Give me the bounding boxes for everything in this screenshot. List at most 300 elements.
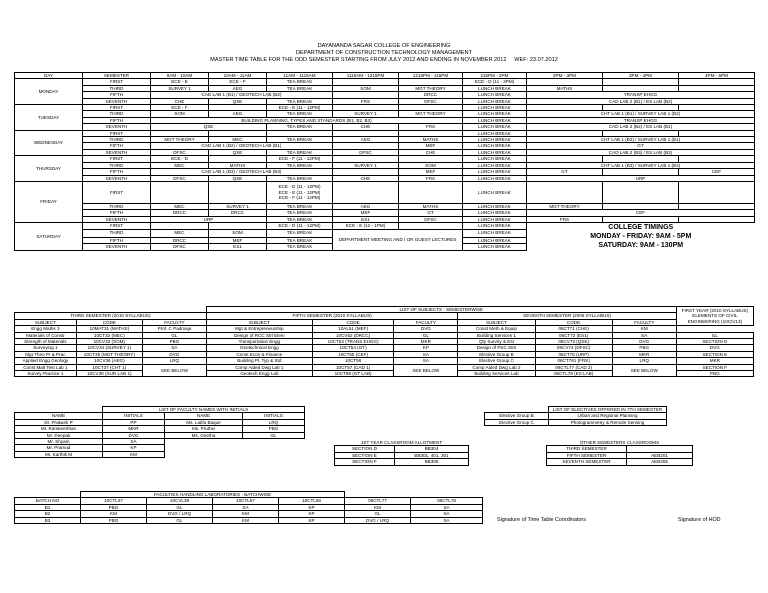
code-cell: 10CT54 (GT) bbox=[312, 345, 394, 351]
subject-cell: Qty Survey & Est bbox=[458, 339, 535, 345]
master-timetable bbox=[14, 72, 755, 251]
class-cell: MEF bbox=[209, 237, 267, 243]
code-cell: 06CT75 (URP) bbox=[535, 351, 612, 357]
group-title: THIRD SEMESTER (2010 SYLLABUS) bbox=[15, 313, 207, 319]
semester-name: THIRD SEMESTER bbox=[547, 446, 627, 452]
batch-no: B3 bbox=[15, 517, 81, 523]
col-header: 9AM - 10AM bbox=[151, 73, 209, 79]
col-header: 10CTL57 bbox=[213, 498, 279, 504]
lunch-break: LUNCH BREAK bbox=[463, 175, 527, 181]
department-name: DEPARTMENT OF CONSTRUCTION TECHNOLOGY MANAGEMENT bbox=[295, 50, 472, 56]
semester-name: FIFTH SEMESTER bbox=[547, 452, 627, 458]
class-cell: ECE - D (11 - 2PM) bbox=[463, 79, 527, 85]
class-cell: MGT THEORY bbox=[399, 111, 463, 117]
section-name: SECTION D bbox=[335, 446, 395, 452]
col-header: 4PM - 5PM bbox=[679, 73, 755, 79]
col-header: 2PM - 3PM bbox=[527, 73, 603, 79]
faculty-cell: KM bbox=[612, 326, 676, 332]
faculty-cell: PBG bbox=[612, 345, 676, 351]
code-cell: 10CT53 (TRANS EHGG) bbox=[312, 339, 394, 345]
faculty-name: Ms. Latifa Baque bbox=[165, 419, 243, 425]
class-cell: AEG bbox=[209, 111, 267, 117]
class-cell: ECE - F bbox=[209, 79, 267, 85]
subject-cell: Transportation Engg bbox=[206, 339, 312, 345]
col-header: SUBJECT bbox=[15, 319, 77, 325]
subject-cell: Geotechnical Engg bbox=[206, 345, 312, 351]
college-timings bbox=[527, 223, 755, 251]
class-cell: CAD LAB 1 (B3) / GEOTECH LAB (B3) bbox=[151, 169, 333, 175]
lunch-break: LUNCH BREAK bbox=[463, 162, 527, 168]
tea-break: TEA BREAK bbox=[267, 162, 333, 168]
day-label: WEDNESDAY bbox=[15, 130, 83, 156]
faculty-name: Mr. Ramkeerthan bbox=[15, 426, 103, 432]
class-cell: CHE bbox=[333, 175, 399, 181]
timings-title: COLLEGE TIMINGS bbox=[608, 224, 674, 232]
code-cell: 06CV73 (QSE) bbox=[535, 339, 612, 345]
class-cell: CAD LAB 2 (B2) / ES LAB (B1) bbox=[527, 124, 755, 130]
class-cell: SOM bbox=[399, 162, 463, 168]
subject-cell: Engg Maths 3 bbox=[15, 326, 77, 332]
faculty-initials: LRQ bbox=[243, 419, 305, 425]
col-header: FACULTY bbox=[612, 319, 676, 325]
tea-break: TEA BREAK bbox=[267, 124, 333, 130]
col-header: FACULTY bbox=[142, 319, 206, 325]
see-below: SEE BELOW bbox=[612, 364, 676, 377]
code-cell: 10CT37 (CHT 1) bbox=[76, 364, 142, 370]
col-header: SUBJECT bbox=[206, 319, 312, 325]
class-cell: ECE - E (12 - 1PM) bbox=[333, 223, 399, 229]
col-header: CODE bbox=[312, 319, 394, 325]
room-number: AEB201 bbox=[627, 452, 693, 458]
elective-name: Photogrammetry & Remote Sensing bbox=[549, 419, 667, 425]
faculty-cell: PBG bbox=[142, 339, 206, 345]
department-meeting: DEPARTMENT MEETING AND / OR GUEST LECTURES bbox=[333, 229, 463, 250]
faculty-cell: SA bbox=[142, 345, 206, 351]
other-classrooms-title: OTHER SEMESTERS CLASSROOMS bbox=[579, 440, 660, 445]
faculty-cell: SA bbox=[394, 358, 458, 364]
class-cell bbox=[151, 181, 209, 203]
semester-label: THIRD bbox=[83, 203, 151, 209]
semester-label: FIRST bbox=[83, 130, 151, 136]
code-cell: 10CV52 (DRCC) bbox=[312, 332, 394, 338]
subject-cell: Comp Aided Dwg Lab 1 bbox=[206, 364, 312, 370]
class-cell: DRCC bbox=[209, 210, 267, 216]
col-header: 06CTL78 bbox=[411, 498, 483, 504]
class-cell: DFSC bbox=[399, 98, 463, 104]
class-cell: GT bbox=[527, 169, 603, 175]
wef-date: WEF: 23.07.2012 bbox=[514, 57, 558, 63]
col-header: CODE bbox=[76, 319, 142, 325]
lab-faculty: KM bbox=[213, 517, 279, 523]
subject-cell: Materials of Constr bbox=[15, 332, 77, 338]
lab-faculty: SA bbox=[213, 504, 279, 510]
tea-break: TEA BREAK bbox=[267, 111, 333, 117]
semester-label: THIRD bbox=[83, 111, 151, 117]
class-cell: DFSC bbox=[399, 216, 463, 222]
lab-faculty: GL bbox=[147, 504, 213, 510]
tea-break: TEA BREAK bbox=[267, 244, 333, 250]
lunch-break: LUNCH BREAK bbox=[463, 229, 527, 237]
faculty-cell: GL bbox=[142, 332, 206, 338]
class-cell: DFSC bbox=[151, 149, 209, 155]
subjects-table bbox=[14, 306, 754, 377]
subject-cell: Design of RCC Strl Elem bbox=[206, 332, 312, 338]
code-cell: 10CV38 (SUR LAB 1) bbox=[76, 371, 142, 377]
elective-row bbox=[485, 419, 667, 425]
lab-faculty: KP bbox=[279, 517, 345, 523]
class-cell bbox=[267, 181, 333, 203]
group-title: FIFTH SEMESTER (2010 SYLLABUS) bbox=[206, 313, 457, 319]
faculty-cell: LRQ bbox=[612, 358, 676, 364]
see-below: SEE BELOW bbox=[394, 364, 458, 377]
lab-faculty: GL bbox=[147, 517, 213, 523]
lunch-break: LUNCH BREAK bbox=[463, 130, 527, 136]
class-cell: AEG bbox=[333, 203, 399, 209]
lunch-break: LUNCH BREAK bbox=[463, 117, 527, 123]
semester-label: FIFTH bbox=[83, 143, 151, 149]
code-cell: 06CT72 (ES1) bbox=[535, 332, 612, 338]
class-cell: QSE bbox=[209, 149, 267, 155]
class-cell: CHT LAB 1 (B2) / SURVEY LAB 1 (B1) bbox=[527, 137, 755, 143]
faculty-cell: SA bbox=[612, 332, 676, 338]
semester-label: SEVENTH bbox=[83, 216, 151, 222]
col-header: DAY bbox=[15, 73, 83, 79]
class-cell: MATHS bbox=[209, 162, 267, 168]
first-year-cell: MKR bbox=[676, 358, 753, 364]
tea-break: TEA BREAK bbox=[267, 79, 333, 85]
class-cell: DRCC bbox=[399, 92, 463, 98]
semester-label: FIFTH bbox=[83, 237, 151, 243]
code-cell: 10CT35 (MGT THEORY) bbox=[76, 351, 142, 357]
class-cell: ECE - F (11 - 12PM) bbox=[267, 156, 333, 162]
class-cell: ECE - D bbox=[151, 156, 209, 162]
subject-cell: Building Pl, Typ & Std bbox=[206, 358, 312, 364]
tea-break: TEA BREAK bbox=[267, 137, 333, 143]
lunch-break: LUNCH BREAK bbox=[463, 156, 527, 162]
subject-cell: Strength of Materials bbox=[15, 339, 77, 345]
classroom-row bbox=[335, 459, 469, 465]
code-cell: 06CV74 (DFSC) bbox=[535, 345, 612, 351]
lab-faculty: SA bbox=[411, 504, 483, 510]
lab-faculty: SA bbox=[411, 511, 483, 517]
electives-table bbox=[484, 406, 667, 426]
faculty-row bbox=[15, 451, 305, 457]
class-cell: MEF bbox=[333, 210, 399, 216]
code-cell: 10CT56 bbox=[312, 358, 394, 364]
col-header: 1215PM - 115PM bbox=[399, 73, 463, 79]
faculty-name: Ms. Geetha bbox=[165, 432, 243, 438]
faculty-initials: KM bbox=[103, 451, 165, 457]
class-cell: CHT LAB 1 (B1) / SURVEY LAB 1 (B2) bbox=[527, 111, 755, 117]
room-number: BB304 bbox=[395, 446, 469, 452]
lunch-break: LUNCH BREAK bbox=[463, 237, 527, 243]
class-cell: DFSC bbox=[333, 149, 399, 155]
class-cell: SOM bbox=[333, 85, 399, 91]
tea-break: TEA BREAK bbox=[267, 210, 333, 216]
room-number: BB301, 401, 301 bbox=[395, 452, 469, 458]
lunch-break: LUNCH BREAK bbox=[463, 111, 527, 117]
faculty-name: Dr. Prakash P bbox=[15, 419, 103, 425]
lunch-break: LUNCH BREAK bbox=[463, 105, 527, 111]
lunch-break: LUNCH BREAK bbox=[463, 143, 527, 149]
class-cell: QSE bbox=[209, 98, 267, 104]
class-cell: FRS bbox=[527, 216, 603, 222]
lab-faculty: DVG / LRQ bbox=[147, 511, 213, 517]
col-header: 10CTL58 bbox=[279, 498, 345, 504]
lunch-break: LUNCH BREAK bbox=[463, 169, 527, 175]
college-name: DAYANANDA SAGAR COLLEGE OF ENGINEERING bbox=[317, 43, 451, 49]
col-header: CODE bbox=[535, 319, 612, 325]
faculty-cell: GL bbox=[394, 332, 458, 338]
class-cell: MEC bbox=[151, 203, 209, 209]
faculty-table bbox=[14, 406, 305, 458]
class-cell: CEF bbox=[679, 169, 755, 175]
class-cell: SURVEY 1 bbox=[151, 85, 209, 91]
class-cell: AEG bbox=[209, 85, 267, 91]
subject-cell: Mgt Theo Pr & Prac bbox=[15, 351, 77, 357]
class-cell bbox=[399, 181, 463, 203]
class-cell: ES1 bbox=[333, 216, 399, 222]
timetable-title: MASTER TIME TABLE FOR THE ODD SEMESTER STARTING FROM JULY 2012 AND ENDING IN NOVEMBER 2012 WEF: 23.07.2012 bbox=[210, 57, 558, 63]
class-cell bbox=[333, 181, 399, 203]
semester-label: FIRST bbox=[83, 223, 151, 229]
first-year-cell: GL bbox=[676, 332, 753, 338]
batch-no: B2 bbox=[15, 511, 81, 517]
code-cell: 10CT57 (CAD 1) bbox=[312, 364, 394, 370]
code-cell: 10CV36 (AEG) bbox=[76, 358, 142, 364]
semester-label: THIRD bbox=[83, 137, 151, 143]
faculty-cell: DVG bbox=[394, 326, 458, 332]
first-year-cell: SECTION E bbox=[676, 351, 753, 357]
subject-cell: Applied Engg Geology bbox=[15, 358, 77, 364]
semester-label: THIRD bbox=[83, 162, 151, 168]
labs-title: FACULTIES HANDLING LABORATORIES - BATCHWISE bbox=[81, 492, 345, 498]
subject-cell: Building Services 1 bbox=[458, 332, 535, 338]
subject-cell: Surveying 1 bbox=[15, 345, 77, 351]
code-cell: 06CT71 (CHE) bbox=[535, 326, 612, 332]
coordinators-signature: Signature of Time Table Coordinators bbox=[497, 517, 586, 523]
class-cell: CAD LAB 1 (B1) / GEOTECH LAB (B2) bbox=[151, 92, 333, 98]
classrooms-title: 1ST YEAR CLASSROOM ALLOTMENT bbox=[360, 440, 443, 445]
class-cell: SOM bbox=[209, 229, 267, 237]
class-cell: SURVEY 1 bbox=[333, 111, 399, 117]
class-cell: MATHS bbox=[399, 137, 463, 143]
class-cell: DFSC bbox=[151, 244, 209, 250]
subject-cell: Mgt & Entrepreneurship bbox=[206, 326, 312, 332]
faculty-cell: MKR bbox=[394, 339, 458, 345]
lab-faculty: KM bbox=[81, 511, 147, 517]
section-name: SECTION E bbox=[335, 452, 395, 458]
faculty-name: Mr. Deepak bbox=[15, 432, 103, 438]
col-header: 115PM - 2PM bbox=[463, 73, 527, 79]
class-cell: MGT THEORY bbox=[151, 137, 209, 143]
col-header: NAME bbox=[15, 413, 103, 419]
code-cell: 06CTL78 (ES LAB) bbox=[535, 371, 612, 377]
first-year-cell: SECTION F bbox=[676, 364, 753, 370]
lab-faculty: PBG bbox=[81, 517, 147, 523]
tea-break: TEA BREAK bbox=[267, 203, 333, 209]
class-cell: CHE bbox=[399, 149, 463, 155]
col-header: 10AM - 11AM bbox=[209, 73, 267, 79]
lab-faculty: SA bbox=[411, 517, 483, 523]
subject-cell: Const Meth & Equip bbox=[458, 326, 535, 332]
subject-cell: Elective Group B bbox=[458, 351, 535, 357]
lunch-break: LUNCH BREAK bbox=[463, 203, 527, 209]
faculty-cell: MKR bbox=[612, 351, 676, 357]
class-cell: URP bbox=[527, 175, 755, 181]
class-cell bbox=[679, 181, 755, 203]
code-cell: 10MAT31 (MATHS) bbox=[76, 326, 142, 332]
subject-cell: Building Services Lab bbox=[458, 371, 535, 377]
lunch-break: LUNCH BREAK bbox=[463, 181, 527, 203]
first-year-classrooms bbox=[334, 440, 469, 466]
class-cell: TRANSP EHGG bbox=[527, 92, 755, 98]
class-cell: QSE bbox=[209, 175, 267, 181]
timetable-row bbox=[15, 181, 755, 203]
semester-label: FIFTH bbox=[83, 169, 151, 175]
faculty-initials: PP bbox=[103, 419, 165, 425]
tea-break: TEA BREAK bbox=[267, 98, 333, 104]
class-cell: CAD LAB 2 (B3) / ES LAB (B3) bbox=[527, 149, 755, 155]
col-header: 3PM - 4PM bbox=[603, 73, 679, 79]
lab-faculty: KM bbox=[213, 511, 279, 517]
class-cell: MEF bbox=[399, 143, 463, 149]
class-cell: DRCC bbox=[151, 210, 209, 216]
class-cell: MATHS bbox=[399, 203, 463, 209]
class-cell: MGT THEORY bbox=[399, 85, 463, 91]
lunch-break: LUNCH BREAK bbox=[463, 137, 527, 143]
class-cell: FRS bbox=[333, 98, 399, 104]
lunch-break: LUNCH BREAK bbox=[463, 210, 527, 216]
faculty-initials: SA bbox=[103, 439, 165, 445]
code-cell: 10CT55 (CEF) bbox=[312, 351, 394, 357]
room-number: AEB305 bbox=[627, 459, 693, 465]
faculty-name: Mr. Karthik M bbox=[15, 451, 103, 457]
subject-cell: Const Matl Test Lab 1 bbox=[15, 364, 77, 370]
class-cell: MEC bbox=[209, 137, 267, 143]
semester-label: THIRD bbox=[83, 85, 151, 91]
lunch-break: LUNCH BREAK bbox=[463, 149, 527, 155]
tea-break: TEA BREAK bbox=[267, 216, 333, 222]
see-below: SEE BELOW bbox=[142, 364, 206, 377]
tea-break: TEA BREAK bbox=[267, 229, 333, 237]
faculty-cell: SA bbox=[394, 351, 458, 357]
class-cell: SOM bbox=[151, 111, 209, 117]
other-classrooms bbox=[546, 440, 693, 466]
class-cell: DRCC bbox=[151, 237, 209, 243]
lab-faculty-table bbox=[14, 491, 483, 524]
class-cell: FRS bbox=[399, 175, 463, 181]
class-cell: MATHS bbox=[527, 85, 603, 91]
group-title: SEVENTH SEMESTER (2006 SYLLABUS) bbox=[458, 313, 676, 319]
classroom-row bbox=[547, 459, 693, 465]
semester-name: SEVENTH SEMESTER bbox=[547, 459, 627, 465]
timings-weekdays: MONDAY - FRIDAY: 9AM - 5PM bbox=[590, 233, 692, 241]
day-label: THURSDAY bbox=[15, 156, 83, 182]
code-cell: 06CT761 (FRS) bbox=[535, 358, 612, 364]
faculty-initials: MKR bbox=[103, 426, 165, 432]
lab-row bbox=[15, 517, 483, 523]
tea-break: TEA BREAK bbox=[267, 85, 333, 91]
code-cell: 10CT32 (MEC) bbox=[76, 332, 142, 338]
semester-label: THIRD bbox=[83, 229, 151, 237]
lab-faculty: PBG bbox=[81, 504, 147, 510]
faculty-initials: DVG bbox=[103, 432, 165, 438]
code-cell: 10AL51 (MEF) bbox=[312, 326, 394, 332]
first-year-cell: PBG bbox=[676, 371, 753, 377]
timings-saturday: SATURDAY: 9AM - 130PM bbox=[598, 242, 684, 250]
lunch-break: LUNCH BREAK bbox=[463, 223, 527, 229]
class-cell: MEC bbox=[151, 162, 209, 168]
class-cell: CHE bbox=[333, 124, 399, 130]
semester-label: FIFTH bbox=[83, 210, 151, 216]
faculty-cell: DVG bbox=[142, 351, 206, 357]
faculty-initials: GL bbox=[243, 432, 305, 438]
class-cell: MEC bbox=[151, 229, 209, 237]
day-label: SATURDAY bbox=[15, 223, 83, 251]
day-label: MONDAY bbox=[15, 79, 83, 105]
lab-faculty: KP bbox=[279, 511, 345, 517]
lab-faculty: KP bbox=[279, 504, 345, 510]
faculty-cell: KP bbox=[394, 345, 458, 351]
electives-title: LIST OF ELECTIVES OFFERED IN 7TH SEMESTER bbox=[549, 407, 667, 413]
col-header: 11AM - 1115AM bbox=[267, 73, 333, 79]
class-cell: SURVEY 1 bbox=[209, 203, 267, 209]
faculty-initials: KP bbox=[103, 445, 165, 451]
semester-label: SEVENTH bbox=[83, 149, 151, 155]
col-header: 10CVL38 bbox=[147, 498, 213, 504]
class-cell: CAD LAB 1 (B2) / GEOTECH LAB (B1) bbox=[151, 143, 333, 149]
elective-group: Elective Group C bbox=[485, 419, 549, 425]
col-header: 06CTL77 bbox=[345, 498, 411, 504]
lab-faculty: DVG / LRQ bbox=[345, 517, 411, 523]
lab-faculty: KM bbox=[345, 504, 411, 510]
lab-faculty: GL bbox=[345, 511, 411, 517]
semester-label: FIRST bbox=[83, 181, 151, 203]
faculty-name: Mr. Shyam bbox=[15, 439, 103, 445]
section-name: SECTION F bbox=[335, 459, 395, 465]
semester-label: SEVENTH bbox=[83, 175, 151, 181]
code-cell: 10CT58 (GT LAB) bbox=[312, 371, 394, 377]
subject-cell: Elective Group C bbox=[458, 358, 535, 364]
class-cell: AEG bbox=[333, 137, 399, 143]
hod-signature: Signature of HOD bbox=[678, 517, 721, 523]
semester-label: SEVENTH bbox=[83, 244, 151, 250]
col-header: SEMESTER bbox=[83, 73, 151, 79]
semester-label: SEVENTH bbox=[83, 124, 151, 130]
subject-cell: Survey Practice 1 bbox=[15, 371, 77, 377]
class-line: ECE - E (11 - 12PM) bbox=[278, 189, 321, 195]
class-cell: URP bbox=[151, 216, 267, 222]
subject-cell: Comp Aided Dwg Lab 2 bbox=[458, 364, 535, 370]
faculty-cell: DVG bbox=[612, 339, 676, 345]
subject-cell: Design of PSC Strs bbox=[458, 345, 535, 351]
faculty-title: LIST OF FACULTY NAMES WITH INITIALS bbox=[103, 407, 305, 413]
tea-break: TEA BREAK bbox=[267, 237, 333, 243]
semester-label: FIRST bbox=[83, 156, 151, 162]
col-header: 1115AM - 1215PM bbox=[333, 73, 399, 79]
semester-label: SEVENTH bbox=[83, 98, 151, 104]
col-header: SUBJECT bbox=[458, 319, 535, 325]
col-header: INITIALS bbox=[103, 413, 165, 419]
semester-label: FIFTH bbox=[83, 117, 151, 123]
lunch-break: LUNCH BREAK bbox=[463, 92, 527, 98]
class-line: ECE - F (11 - 12PM) bbox=[278, 195, 321, 201]
tea-break: TEA BREAK bbox=[267, 175, 333, 181]
class-cell: CEF bbox=[527, 210, 755, 216]
semester-label: FIFTH bbox=[83, 92, 151, 98]
subjects-title: LIST OF SUBJECTS - SEMESTERWISE bbox=[206, 307, 676, 313]
